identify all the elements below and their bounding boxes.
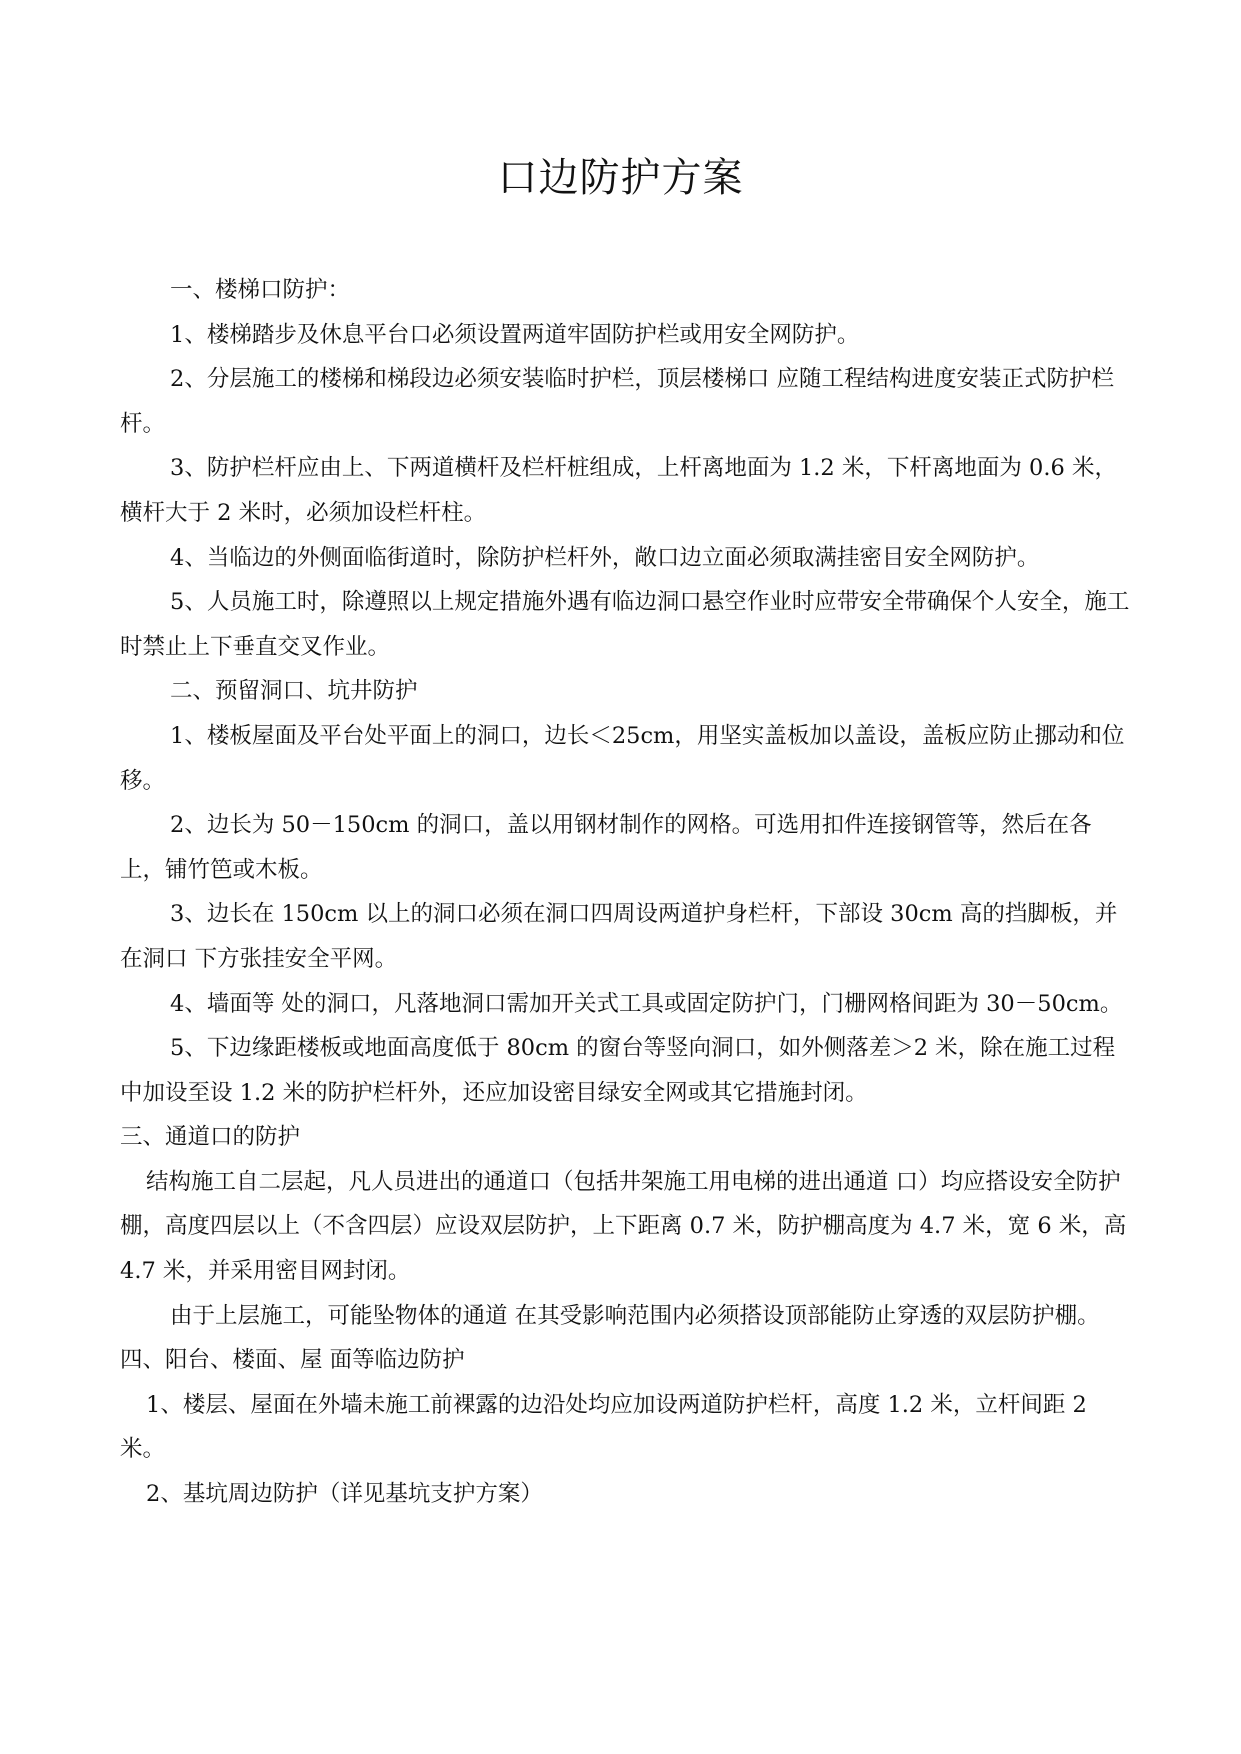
paragraph: 2、基坑周边防护（详见基坑支护方案） [146, 1481, 543, 1508]
paragraph: 1、楼梯踏步及休息平台口必须设置两道牢固防护栏或用安全网防护。 [170, 321, 860, 348]
paragraph: 2、边长为 50－150cm 的洞口，盖以用钢材制作的网格。可选用扣件连接钢管等，然后在各上，铺竹笆或木板。 [120, 812, 1092, 883]
paragraph: 5、人员施工时，除遵照以上规定措施外遇有临边洞口悬空作业时应带安全带确保个人安全，施工时禁止上下垂直交叉作业。 [120, 589, 1130, 660]
section-heading-2: 二、预留洞口、坑井防护 [170, 678, 418, 705]
section-heading-3: 三、通道口的防护 [120, 1124, 301, 1151]
paragraph: 1、楼层、屋面在外墙未施工前裸露的边沿处均应加设两道防护栏杆，高度 1.2 米，立杆间距 2 米。 [120, 1391, 1087, 1463]
document-title: 口边防护方案 [497, 155, 744, 201]
paragraph: 3、防护栏杆应由上、下两道横杆及栏杆桩组成，上杆离地面为 1.2 米，下杆离地面为 0.6 米，横杆大于 2 米时，必须加设栏杆柱。 [120, 455, 1117, 526]
section-heading-1: 一、楼梯口防护： [170, 277, 351, 303]
paragraph: 5、下边缘距楼板或地面高度低于 80cm 的窗台等竖向洞口，如外侧落差＞2 米，除在施工过程中加设至设 1.2 米的防护栏杆外，还应加设密目绿安全网或其它措施封闭。 [120, 1035, 1116, 1106]
paragraph: 结构施工自二层起，凡人员进出的通道口（包括井架施工用电梯的进出通道 口）均应搭设安全防护棚，高度四层以上（不含四层）应设双层防护，上下距离 0.7 米，防护棚高度为 4.7 米，宽 6 米，高 4.7 米，并采用密目网封闭。 [120, 1168, 1127, 1285]
paragraph: 2、分层施工的楼梯和梯段边必须安装临时护栏，顶层楼梯口 应随工程结构进度安装正式防护栏杆。 [120, 366, 1114, 437]
paragraph: 由于上层施工，可能坠物体的通道 在其受影响范围内必须搭设顶部能防止穿透的双层防护棚。 [170, 1302, 1100, 1329]
paragraph: 4、当临边的外侧面临街道时，除防护栏杆外，敞口边立面必须取满挂密目安全网防护。 [170, 544, 1040, 571]
paragraph: 4、墙面等 处的洞口，凡落地洞口需加开关式工具或固定防护门，门栅网格间距为 30－50cm。 [170, 990, 1123, 1017]
section-heading-4: 四、阳台、楼面、屋 面等临边防护 [120, 1347, 465, 1374]
paragraph: 1、楼板屋面及平台处平面上的洞口，边长＜25cm，用坚实盖板加以盖设，盖板应防止挪动和位移。 [120, 722, 1125, 794]
paragraph: 3、边长在 150cm 以上的洞口必须在洞口四周设两道护身栏杆，下部设 30cm 高的挡脚板，并在洞口 下方张挂安全平网。 [120, 901, 1118, 972]
document-body [120, 268, 1130, 1517]
